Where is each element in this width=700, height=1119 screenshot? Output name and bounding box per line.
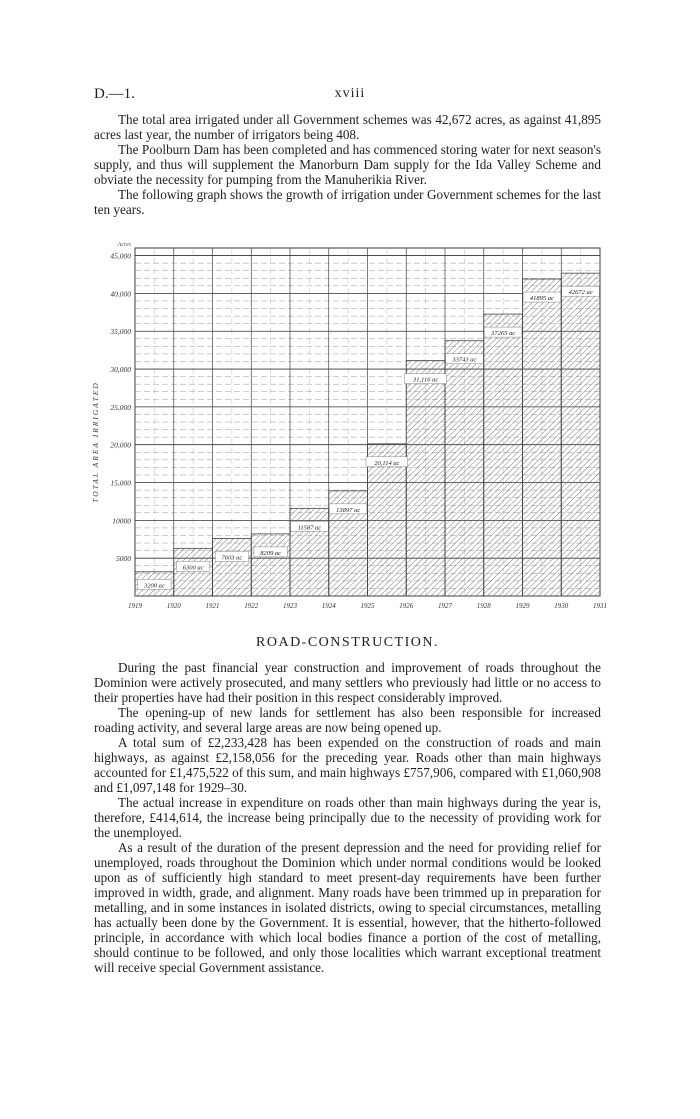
paragraph: The actual increase in expenditure on roads other than main highways during the year is, therefore, £414,614, the increase being principally due to the necessity of providing work for the unemployed. <box>94 795 601 840</box>
irrigation-text <box>94 112 601 217</box>
x-tick-label: 1931 <box>593 602 607 610</box>
document-code: D.—1. <box>94 86 135 102</box>
paragraph: A total sum of £2,233,428 has been expended on the construction of roads and main highways, as against £2,158,056 for the preceding year. Roads other than main highways accounted for £1,475,522 of this sum, and main highways £757,906, compared with £1,060,908 and £1,097,148 for 1929–30. <box>94 735 601 795</box>
x-tick-label: 1927 <box>438 602 452 610</box>
x-tick-label: 1920 <box>166 602 181 610</box>
section-title: ROAD-CONSTRUCTION. <box>256 635 439 650</box>
chart-svg <box>70 238 615 618</box>
x-tick-label: 1926 <box>399 602 414 610</box>
bar <box>213 538 252 596</box>
x-tick-label: 1922 <box>244 602 259 610</box>
value-label: 20,114 ac <box>374 459 400 467</box>
value-label: 33743 ac <box>452 356 477 364</box>
y-tick-label: 45,000 <box>110 251 131 261</box>
x-tick-label: 1928 <box>476 602 491 610</box>
road-text <box>94 660 601 975</box>
paragraph: During the past financial year construction and improvement of roads throughout the Dominion were actively prosecuted, and many settlers who previously had little or no access to their properties have had their position in this respect considerably improved. <box>94 660 601 705</box>
value-label: 37265 ac <box>491 330 516 338</box>
y-tick-label: 15,000 <box>110 478 131 488</box>
x-tick-label: 1930 <box>554 602 569 610</box>
y-tick-label: 5000 <box>116 554 131 564</box>
value-label: 8209 ac <box>260 549 282 557</box>
value-label: 7603 ac <box>221 554 243 562</box>
paragraph: The opening-up of new lands for settlement has also been responsible for increased roading activity, and several large areas are now being opened up. <box>94 705 601 735</box>
value-label: 31,116 ac <box>413 376 439 384</box>
x-tick-label: 1923 <box>283 602 297 610</box>
bar <box>484 314 523 596</box>
paragraph: The following graph shows the growth of irrigation under Government schemes for the last ten years. <box>94 187 601 217</box>
x-tick-label: 1919 <box>128 602 142 610</box>
page-header <box>94 86 606 106</box>
x-tick-label: 1925 <box>360 602 375 610</box>
value-label: 41895 ac <box>529 295 554 303</box>
bar <box>174 548 213 596</box>
value-label: 6300 ac <box>182 564 204 572</box>
value-label: 42672 ac <box>568 289 593 297</box>
bar <box>445 341 484 596</box>
value-label: 11587 ac <box>297 524 322 532</box>
y-unit-label: Acres <box>117 242 131 248</box>
x-tick-label: 1924 <box>321 602 336 610</box>
y-tick-label: 35,000 <box>110 327 131 337</box>
paragraph: As a result of the duration of the present depression and the need for providing relief for unemployed, roads throughout the Dominion which under normal conditions would be looked upon as of sufficiently high standard to meet present-day requirements have been further improved in width, grade, and alignment. Many roads have been trimmed up in preparation for metalling, and in some instances in isolated districts, owing to special circumstances, metalling has actually been done by the Government. It is essential, however, that the hitherto-followed principle, in accordance with which local bodies finance a portion of the cost of metalling, should continue to be followed, and only those localities which warrant exceptional treatment will receive special Government assistance. <box>94 840 601 975</box>
y-tick-label: 40,000 <box>110 289 131 299</box>
y-tick-label: 10000 <box>112 516 131 526</box>
paragraph: The Poolburn Dam has been completed and has commenced storing water for next season's supply, and thus will supplement the Manorburn Dam supply for the Ida Valley Scheme and obviate the necessity for pumping from the Manuherikia River. <box>94 142 601 187</box>
bar <box>523 279 562 596</box>
y-axis-title: TOTAL AREA IRRIGATED <box>91 381 100 503</box>
y-tick-label: 25,000 <box>110 402 131 412</box>
bar <box>561 273 600 596</box>
x-tick-label: 1929 <box>515 602 530 610</box>
irrigation-growth-chart <box>70 238 615 618</box>
value-label: 13897 ac <box>336 506 361 514</box>
paragraph: The total area irrigated under all Government schemes was 42,672 acres, as against 41,895 acres last year, the number of irrigators being 408. <box>94 112 601 142</box>
value-label: 3200 ac <box>143 582 165 590</box>
page-number: xviii <box>334 86 366 101</box>
x-tick-label: 1921 <box>205 602 220 610</box>
bar <box>251 534 290 596</box>
y-tick-label: 30,000 <box>110 365 131 375</box>
bar <box>406 361 445 596</box>
y-tick-label: 20,000 <box>110 440 131 450</box>
